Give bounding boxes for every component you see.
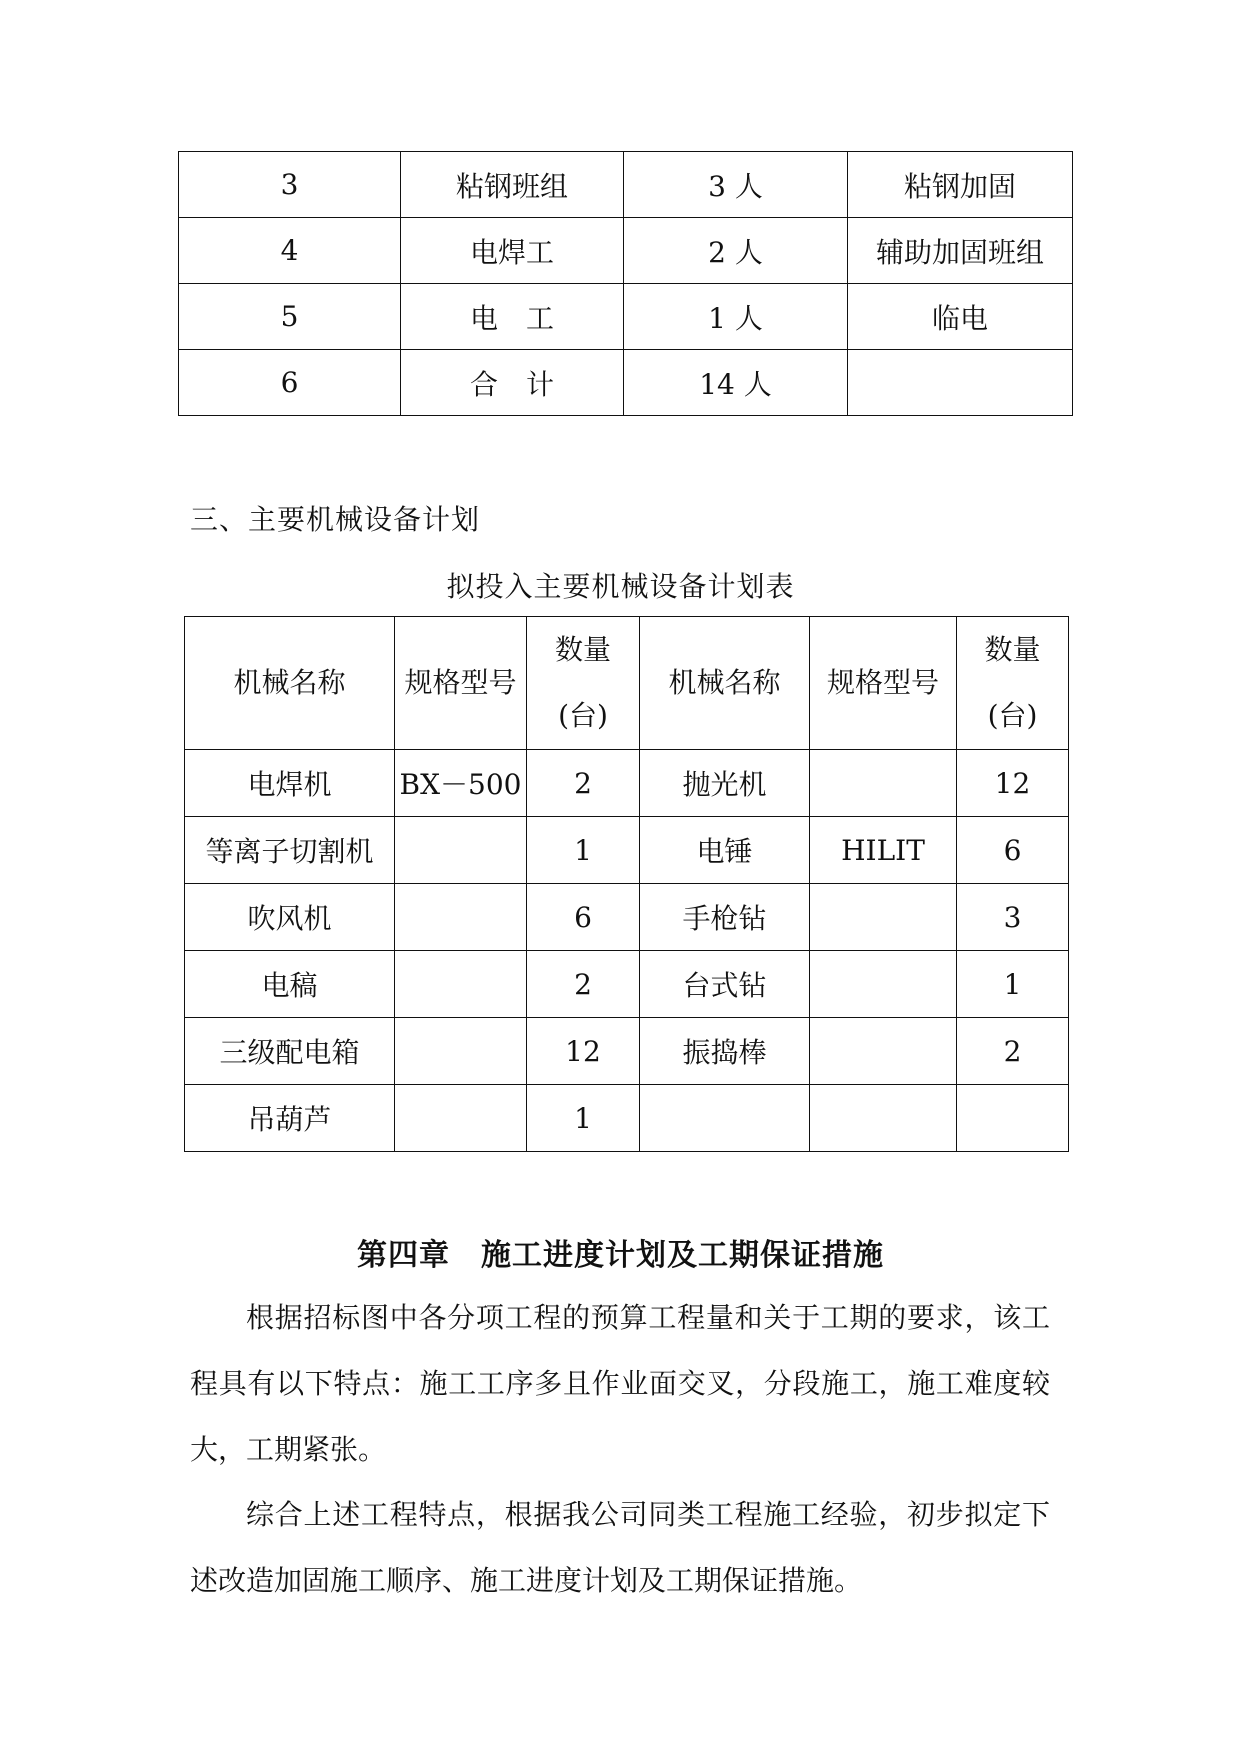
machine-name: 吹风机	[185, 884, 395, 951]
table-row	[179, 284, 1073, 350]
table-row	[185, 750, 1069, 817]
table-caption: 拟投入主要机械设备计划表	[446, 570, 795, 603]
machine-quantity: 6	[957, 817, 1069, 884]
table-row	[185, 1018, 1069, 1085]
task: 辅助加固班组	[848, 218, 1073, 284]
row-number: 6	[179, 350, 401, 416]
machine-quantity: 3	[957, 884, 1069, 951]
row-number: 3	[179, 152, 401, 218]
machine-name: 手枪钻	[640, 884, 810, 951]
table-row	[179, 152, 1073, 218]
machine-spec	[810, 884, 957, 951]
machine-quantity: 1	[957, 951, 1069, 1018]
machine-spec: HILIT	[810, 817, 957, 884]
machine-quantity: 2	[527, 951, 640, 1018]
body-paragraph: 根据招标图中各分项工程的预算工程量和关于工期的要求，该工程具有以下特点：施工工序多且作业面交叉，分段施工，施工难度较大，工期紧张。	[190, 1301, 1050, 1466]
table-row	[179, 218, 1073, 284]
machine-name: 吊葫芦	[185, 1085, 395, 1152]
machine-spec	[810, 951, 957, 1018]
machine-quantity: 12	[527, 1018, 640, 1085]
section-heading: 三、主要机械设备计划	[190, 503, 481, 536]
machine-name: 台式钻	[640, 951, 810, 1018]
machine-spec	[395, 817, 527, 884]
machine-spec	[810, 1085, 957, 1152]
header-quantity: 数量(台)	[957, 617, 1069, 750]
machine-quantity: 2	[957, 1018, 1069, 1085]
team-name: 粘钢班组	[401, 152, 624, 218]
machine-name: 电锤	[640, 817, 810, 884]
machine-spec	[810, 1018, 957, 1085]
table-header-row	[185, 617, 1069, 750]
machine-quantity: 1	[527, 817, 640, 884]
machine-quantity: 12	[957, 750, 1069, 817]
table-row	[185, 1085, 1069, 1152]
head-count: 1 人	[624, 284, 848, 350]
team-name: 电焊工	[401, 218, 624, 284]
head-count: 14 人	[624, 350, 848, 416]
machine-name: 振捣棒	[640, 1018, 810, 1085]
machine-name: 三级配电箱	[185, 1018, 395, 1085]
header-machine-name: 机械名称	[185, 617, 395, 750]
machine-name: 抛光机	[640, 750, 810, 817]
head-count: 2 人	[624, 218, 848, 284]
table-row	[185, 817, 1069, 884]
task	[848, 350, 1073, 416]
header-spec: 规格型号	[395, 617, 527, 750]
machine-quantity: 6	[527, 884, 640, 951]
header-spec: 规格型号	[810, 617, 957, 750]
table-row	[185, 951, 1069, 1018]
header-quantity: 数量(台)	[527, 617, 640, 750]
machine-quantity: 2	[527, 750, 640, 817]
task: 粘钢加固	[848, 152, 1073, 218]
machine-name: 电焊机	[185, 750, 395, 817]
equipment-table	[184, 616, 1069, 1152]
machine-spec	[395, 1018, 527, 1085]
machine-spec	[395, 951, 527, 1018]
machine-quantity: 1	[527, 1085, 640, 1152]
machine-name	[640, 1085, 810, 1152]
body-paragraph: 综合上述工程特点，根据我公司同类工程施工经验，初步拟定下述改造加固施工顺序、施工进度计划及工期保证措施。	[190, 1498, 1050, 1597]
team-name: 合 计	[401, 350, 624, 416]
head-count: 3 人	[624, 152, 848, 218]
header-machine-name: 机械名称	[640, 617, 810, 750]
chapter-title: 第四章 施工进度计划及工期保证措施	[357, 1238, 884, 1273]
machine-spec	[395, 1085, 527, 1152]
machine-spec	[810, 750, 957, 817]
row-number: 5	[179, 284, 401, 350]
team-name: 电 工	[401, 284, 624, 350]
task: 临电	[848, 284, 1073, 350]
machine-spec	[395, 884, 527, 951]
table-row	[179, 350, 1073, 416]
machine-quantity	[957, 1085, 1069, 1152]
machine-name: 等离子切割机	[185, 817, 395, 884]
staff-table	[178, 151, 1073, 416]
machine-spec: BX－500	[395, 750, 527, 817]
machine-name: 电稿	[185, 951, 395, 1018]
row-number: 4	[179, 218, 401, 284]
table-row	[185, 884, 1069, 951]
